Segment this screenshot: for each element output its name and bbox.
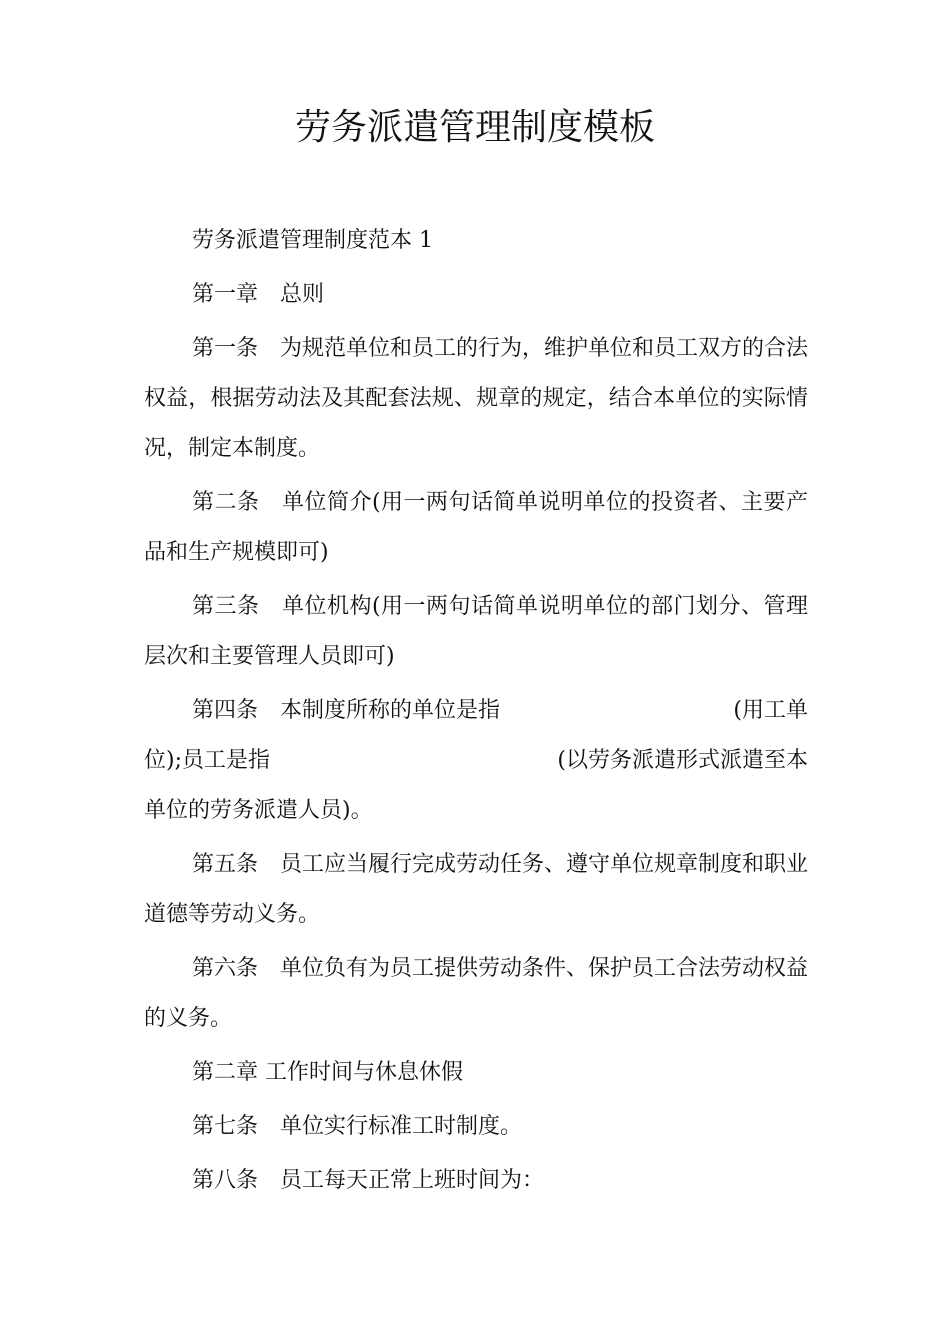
article-4-line-1-right: (用工单: [733, 698, 808, 723]
article-1: 第一条 为规范单位和员工的行为，维护单位和员工双方的合法权益，根据劳动法及其配套法规、规章的规定，结合本单位的实际情况，制定本制度。: [144, 336, 809, 461]
article-4-line-2: [144, 736, 808, 786]
article-4-line-3-text: 单位的劳务派遣人员)。: [144, 798, 373, 823]
article-3: 第三条 单位机构(用一两句话简单说明单位的部门划分、管理层次和主要管理人员即可): [144, 594, 808, 669]
article-7: 第七条 单位实行标准工时制度。: [192, 1114, 523, 1139]
paragraph-template-name: 劳务派遣管理制度范本 1: [192, 228, 433, 253]
article-8: 第八条 员工每天正常上班时间为：: [192, 1168, 545, 1193]
article-4-line-1-left: 第四条 本制度所称的单位是指: [192, 698, 501, 723]
article-2: 第二条 单位简介(用一两句话简单说明单位的投资者、主要产品和生产规模即可): [144, 490, 808, 565]
article-4-line-1: [144, 686, 808, 736]
document-body: [144, 216, 808, 1210]
article-4: [144, 686, 808, 836]
article-5: 第五条 员工应当履行完成劳动任务、遵守单位规章制度和职业道德等劳动义务。: [144, 852, 809, 927]
document-title: 劳务派遣管理制度模板: [294, 107, 655, 148]
article-4-line-2-right: (以劳务派遣形式派遣至本: [557, 748, 808, 773]
article-4-line-3: [144, 786, 808, 836]
article-4-line-2-left: 位);员工是指: [144, 748, 270, 773]
chapter-heading-1: 第一章 总则: [192, 282, 325, 307]
article-6: 第六条 单位负有为员工提供劳动条件、保护员工合法劳动权益的义务。: [144, 956, 809, 1031]
chapter-heading-2: 第二章 工作时间与休息休假: [192, 1060, 463, 1085]
